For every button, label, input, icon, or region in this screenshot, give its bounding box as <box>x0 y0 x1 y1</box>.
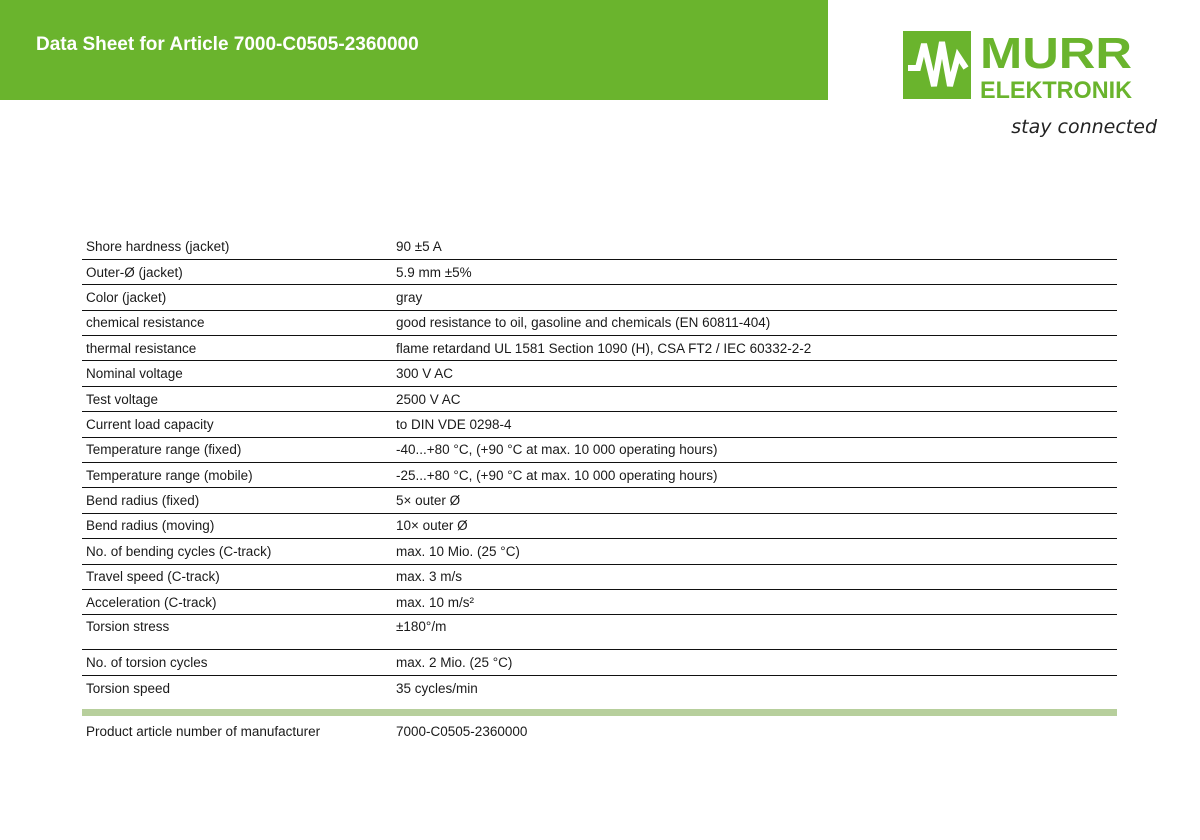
article-number-row <box>82 722 1117 742</box>
spec-value: max. 10 m/s² <box>392 589 1117 614</box>
page-title: Data Sheet for Article 7000-C0505-2360000 <box>36 34 419 55</box>
logo-graphic <box>900 28 1162 143</box>
spec-label: Current load capacity <box>82 412 392 437</box>
spec-value: 2500 V AC <box>392 386 1117 411</box>
article-number-value: 7000-C0505-2360000 <box>396 724 528 739</box>
spec-table <box>82 234 1117 701</box>
spec-value: ±180°/m <box>392 615 1117 650</box>
spec-value: max. 10 Mio. (25 °C) <box>392 539 1117 564</box>
spec-label: Temperature range (mobile) <box>82 463 392 488</box>
spec-row <box>82 336 1117 361</box>
logo-tagline: stay connected <box>1011 116 1157 138</box>
spec-label: Acceleration (C-track) <box>82 589 392 614</box>
header-banner <box>0 0 828 100</box>
spec-value: -25...+80 °C, (+90 °C at max. 10 000 operating hours) <box>392 463 1117 488</box>
spec-row <box>82 437 1117 462</box>
article-number-label: Product article number of manufacturer <box>86 724 321 739</box>
spec-label: thermal resistance <box>82 336 392 361</box>
spec-row <box>82 564 1117 589</box>
spec-value: 5× outer Ø <box>392 488 1117 513</box>
spec-row <box>82 615 1117 650</box>
spec-table-body <box>82 234 1117 701</box>
spec-label: No. of bending cycles (C-track) <box>82 539 392 564</box>
spec-value: max. 3 m/s <box>392 564 1117 589</box>
spec-label: Bend radius (fixed) <box>82 488 392 513</box>
spec-label: No. of torsion cycles <box>82 650 392 675</box>
section-divider-bar <box>82 709 1117 716</box>
spec-row <box>82 234 1117 259</box>
spec-label: Torsion speed <box>86 680 171 696</box>
spec-row <box>82 463 1117 488</box>
spec-row <box>82 650 1117 675</box>
spec-label: Nominal voltage <box>82 361 392 386</box>
spec-row <box>82 488 1117 513</box>
spec-value: good resistance to oil, gasoline and chemicals (EN 60811-404) <box>392 310 1117 335</box>
spec-row <box>82 412 1117 437</box>
spec-row <box>82 285 1117 310</box>
spec-row <box>82 386 1117 411</box>
spec-row <box>82 675 1117 700</box>
spec-row <box>82 310 1117 335</box>
spec-row <box>82 361 1117 386</box>
spec-row <box>82 589 1117 614</box>
spec-value: 35 cycles/min <box>396 680 478 696</box>
spec-value: max. 2 Mio. (25 °C) <box>392 650 1117 675</box>
spec-value: 300 V AC <box>392 361 1117 386</box>
spec-label: Shore hardness (jacket) <box>82 234 392 259</box>
spec-value: to DIN VDE 0298-4 <box>392 412 1117 437</box>
spec-label: Outer-Ø (jacket) <box>82 259 392 284</box>
spec-row <box>82 259 1117 284</box>
spec-value: flame retardand UL 1581 Section 1090 (H), CSA FT2 / IEC 60332-2-2 <box>392 336 1117 361</box>
spec-label: chemical resistance <box>82 310 392 335</box>
spec-label: Temperature range (fixed) <box>82 437 392 462</box>
spec-value: 5.9 mm ±5% <box>392 259 1117 284</box>
spec-value: 90 ±5 A <box>392 234 1117 259</box>
spec-label: Torsion stress <box>82 615 392 650</box>
spec-label: Color (jacket) <box>82 285 392 310</box>
spec-label: Bend radius (moving) <box>82 513 392 538</box>
logo-wordmark-elektronik: ELEKTRONIK <box>980 77 1133 104</box>
spec-label: Test voltage <box>82 386 392 411</box>
spec-value: -40...+80 °C, (+90 °C at max. 10 000 operating hours) <box>392 437 1117 462</box>
spec-row <box>82 513 1117 538</box>
spec-label: Travel speed (C-track) <box>82 564 392 589</box>
spec-value: 10× outer Ø <box>392 513 1117 538</box>
spec-value: gray <box>392 285 1117 310</box>
spec-row <box>82 539 1117 564</box>
murr-elektronik-logo <box>900 28 1162 143</box>
logo-wordmark-murr: MURR <box>980 29 1132 78</box>
